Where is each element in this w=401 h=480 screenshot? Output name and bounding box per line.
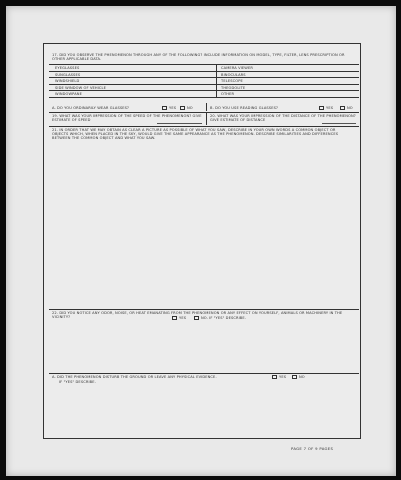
q22-no-label: NO. IF "YES" DESCRIBE. xyxy=(201,316,247,320)
q22-yes-checkbox[interactable] xyxy=(172,316,177,320)
option-eyeglasses[interactable]: EYEGLASSES xyxy=(55,66,80,70)
scanned-page xyxy=(6,6,396,476)
grid-line xyxy=(49,97,359,98)
q21-label: 21. IN ORDER THAT WE MAY OBTAIN AS CLEAR A PICTURE AS POSSIBLE OF WHAT YOU SAW, DESCRIBE IN YOUR OWN WORDS A COMMON OBJECT OR OBJECTS WHICH, WHEN PLACED IN THE SKY, WOULD GIVE THE SAME APPEARANCE AS THE PHENOMENON. DESCRIBE SIMILARITIES AND DIFFERENCES BETWEEN THE COMMON OBJECT AND WHAT YOU SAW. xyxy=(52,128,339,141)
section-line xyxy=(49,309,359,310)
option-other[interactable]: OTHER xyxy=(221,92,235,96)
q20-label: 20. WHAT WAS YOUR IMPRESSION OF THE DISTANCE OF THE PHENOMENON? GIVE ESTIMATE OF DISTANCE xyxy=(210,114,356,123)
row-divider xyxy=(206,112,207,125)
grid-divider xyxy=(216,64,217,97)
grid-line xyxy=(49,90,359,91)
q23-label: A. DID THE PHENOMENON DISTURB THE GROUND OR LEAVE ANY PHYSICAL EVIDENCE. xyxy=(52,375,217,379)
q23-yes-checkbox[interactable] xyxy=(272,375,277,379)
q18b-no-label: NO xyxy=(347,106,353,110)
q18a-yes-checkbox[interactable] xyxy=(162,106,167,110)
option-camera-viewer[interactable]: CAMERA VIEWER xyxy=(221,66,253,70)
questionnaire-form xyxy=(43,43,361,439)
speed-input[interactable] xyxy=(157,123,202,124)
grid-line xyxy=(49,84,359,85)
q22-no-checkbox[interactable] xyxy=(194,316,199,320)
distance-input[interactable] xyxy=(322,123,356,124)
section-line xyxy=(49,126,359,127)
option-windowpane[interactable]: WINDOWPANE xyxy=(55,92,83,96)
q22-label: 22. DID YOU NOTICE ANY ODOR, NOISE, OR HEAT EMANATING FROM THE PHENOMENON OR ANY EFFECT ON YOURSELF, ANIMALS OR MACHINERY IN THE VICINITY? xyxy=(52,311,343,320)
option-theodolite[interactable]: THEODOLITE xyxy=(221,85,246,90)
grid-line xyxy=(49,64,359,65)
section-line xyxy=(49,112,359,113)
q22-yes-label: YES xyxy=(179,316,187,320)
option-side-window[interactable]: SIDE WINDOW OF VEHICLE xyxy=(55,85,107,90)
page-number: PAGE 7 OF 9 PAGES xyxy=(291,446,334,451)
option-windshield[interactable]: WINDSHIELD xyxy=(55,79,80,83)
option-binoculars[interactable]: BINOCULARS xyxy=(221,72,246,77)
q23-no-checkbox[interactable] xyxy=(292,375,297,379)
row-divider xyxy=(206,103,207,111)
grid-line xyxy=(49,71,359,72)
q23-no-label: NO xyxy=(299,375,305,379)
section-line xyxy=(49,373,359,374)
q19-label: 19. WHAT WAS YOUR IMPRESSION OF THE SPEED OF THE PHENOMENON? GIVE ESTIMATE OF SPEED xyxy=(52,114,202,123)
q23-yes-label: YES xyxy=(279,375,287,379)
q18b-no-checkbox[interactable] xyxy=(340,106,345,110)
option-telescope[interactable]: TELESCOPE xyxy=(221,79,243,83)
q21-answer-area[interactable] xyxy=(52,149,352,304)
q23-followup: IF "YES" DESCRIBE. xyxy=(59,380,96,384)
q18a-label: A. DO YOU ORDINARILY WEAR GLASSES? xyxy=(52,106,130,110)
q18a-no-checkbox[interactable] xyxy=(180,106,185,110)
q18b-yes-checkbox[interactable] xyxy=(319,106,324,110)
grid-line xyxy=(49,77,359,78)
q18b-yes-label: YES xyxy=(326,106,334,110)
q18a-no-label: NO xyxy=(187,106,193,110)
option-sunglasses[interactable]: SUNGLASSES xyxy=(55,72,81,77)
q17-label: 17. DID YOU OBSERVE THE PHENOMENON THROUGH ANY OF THE FOLLOWING? INCLUDE INFORMATION ON MODEL, TYPE, FILTER, LENS PRESCRIPTION OR OTHER APPLICABLE DATA. xyxy=(52,53,345,62)
q18b-label: B. DO YOU USE READING GLASSES? xyxy=(210,106,279,110)
q18a-yes-label: YES xyxy=(169,106,177,110)
